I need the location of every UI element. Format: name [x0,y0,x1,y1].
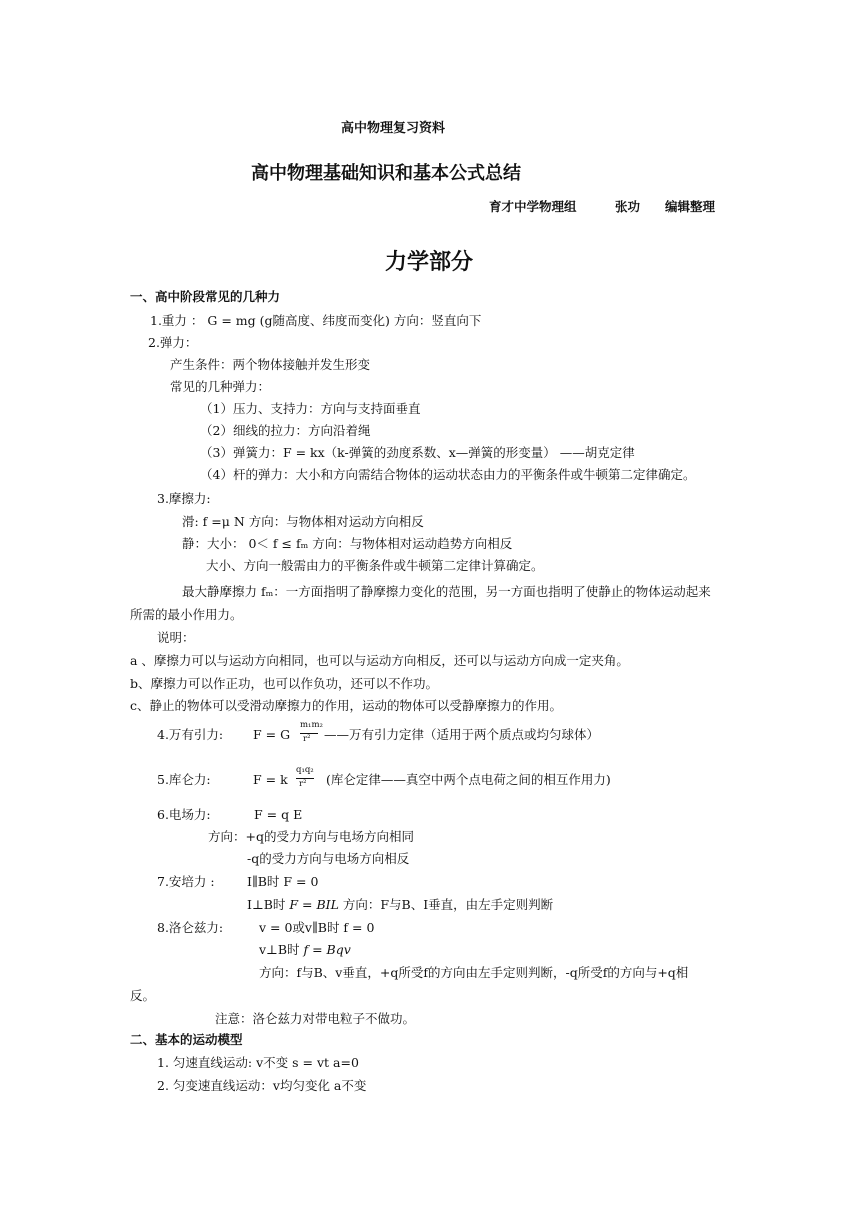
note-item: a 、摩擦力可以与运动方向相同，也可以与运动方向相反，还可以与运动方向成一定夹角。 [130,653,629,668]
lorentz-formula: f = Bqv [303,942,351,957]
part2-heading: 二、基本的运动模型 [130,1032,243,1047]
max-static-friction: 最大静摩擦力 fₘ：一方面指明了静摩擦力变化的范围，另一方面也指明了使静止的物体运动起来 [182,584,711,599]
electric-formula: F = q E [254,807,303,822]
lorentz-note: 注意：洛仑兹力对带电粒子不做功。 [215,1011,416,1026]
elastic-item: （3）弹簧力：F = kx（k-弹簧的劲度系数、x—弹簧的形变量） ——胡克定律 [200,445,635,460]
coulomb-label: 5.库仑力: [157,772,211,787]
author-name: 张功 [615,199,641,214]
gravitation-formula: F = G [253,727,291,742]
note-item: b、摩擦力可以作正功，也可以作负功，还可以不作功。 [130,676,439,691]
elastic-item: （4）杆的弹力：大小和方向需结合物体的运动状态由力的平衡条件或牛顿第二定律确定。 [200,467,696,482]
ampere-label: 7.安培力 : [157,874,215,889]
gravity-line: 1.重力 ： G = mg (g随高度、纬度而变化) 方向：竖直向下 [150,313,482,328]
coulomb-fraction [296,766,316,792]
ampere-direction: 方向：F与B、I垂直，由左手定则判断 [338,897,554,912]
ampere-line: I∥B时 F = 0 [247,874,319,889]
motion-model-item: 2. 匀变速直线运动：v均匀变化 a不变 [157,1078,367,1093]
lorentz-condition: v⊥B时 [259,942,304,957]
author-org: 育才中学物理组 [489,199,577,214]
friction-static-note: 大小、方向一般需由力的平衡条件或牛顿第二定律计算确定。 [206,558,544,573]
lorentz-label: 8.洛仑兹力: [157,920,224,935]
fraction-numerator: m₁m₂ [300,720,323,730]
author-role: 编辑整理 [665,199,716,214]
coulomb-desc: (库仑定律——真空中两个点电荷之间的相互作用力) [326,772,611,787]
motion-model-item: 1. 匀速直线运动: v不变 s = vt a=0 [157,1055,359,1070]
ampere-line [247,897,553,913]
elastic-common: 常见的几种弹力： [170,379,271,394]
electric-direction: -q的受力方向与电场方向相反 [247,851,410,866]
fraction-numerator: q₁q₂ [296,765,314,775]
gravitation-label: 4.万有引力: [157,727,224,742]
coulomb-formula: F = k [253,772,288,787]
fraction-denominator: r² [303,734,311,744]
friction-static: 静：大小： 0＜ f ≤ fₘ 方向：与物体相对运动趋势方向相反 [182,536,513,551]
max-static-friction-cont: 所需的最小作用力。 [130,607,243,622]
electric-direction: 方向：+q的受力方向与电场方向相同 [208,829,414,844]
document-title: 高中物理基础知识和基本公式总结 [251,163,521,184]
ampere-formula: F = BIL [289,897,339,912]
document-subject: 高中物理复习资料 [341,121,446,136]
elastic-item: （1）压力、支持力：方向与支持面垂直 [200,401,421,416]
lorentz-line [259,942,351,958]
lorentz-direction: 方向：f与B、v垂直，+q所受f的方向由左手定则判断，-q所受f的方向与+q相 [259,965,689,980]
gravitation-fraction [300,720,323,747]
friction-label: 3.摩擦力: [157,491,211,506]
lorentz-line: v = 0或v∥B时 f = 0 [259,920,375,935]
friction-sliding: 滑: f =μ N 方向：与物体相对运动方向相反 [182,514,424,529]
ampere-condition: I⊥B时 [247,897,290,912]
elastic-label: 2.弹力： [148,335,198,350]
part1-heading: 一、高中阶段常见的几种力 [130,289,281,304]
elastic-condition: 产生条件：两个物体接触并发生形变 [170,357,371,372]
fraction-denominator: r² [299,779,307,789]
note-label: 说明： [157,630,195,645]
electric-label: 6.电场力: [157,807,211,822]
gravitation-desc: ——万有引力定律（适用于两个质点或均匀球体） [324,727,600,742]
lorentz-direction-cont: 反。 [130,988,156,1003]
section-title: 力学部分 [385,250,474,275]
elastic-item: （2）细线的拉力：方向沿着绳 [200,423,371,438]
note-item: c、静止的物体可以受滑动摩擦力的作用，运动的物体可以受静摩擦力的作用。 [130,698,563,713]
